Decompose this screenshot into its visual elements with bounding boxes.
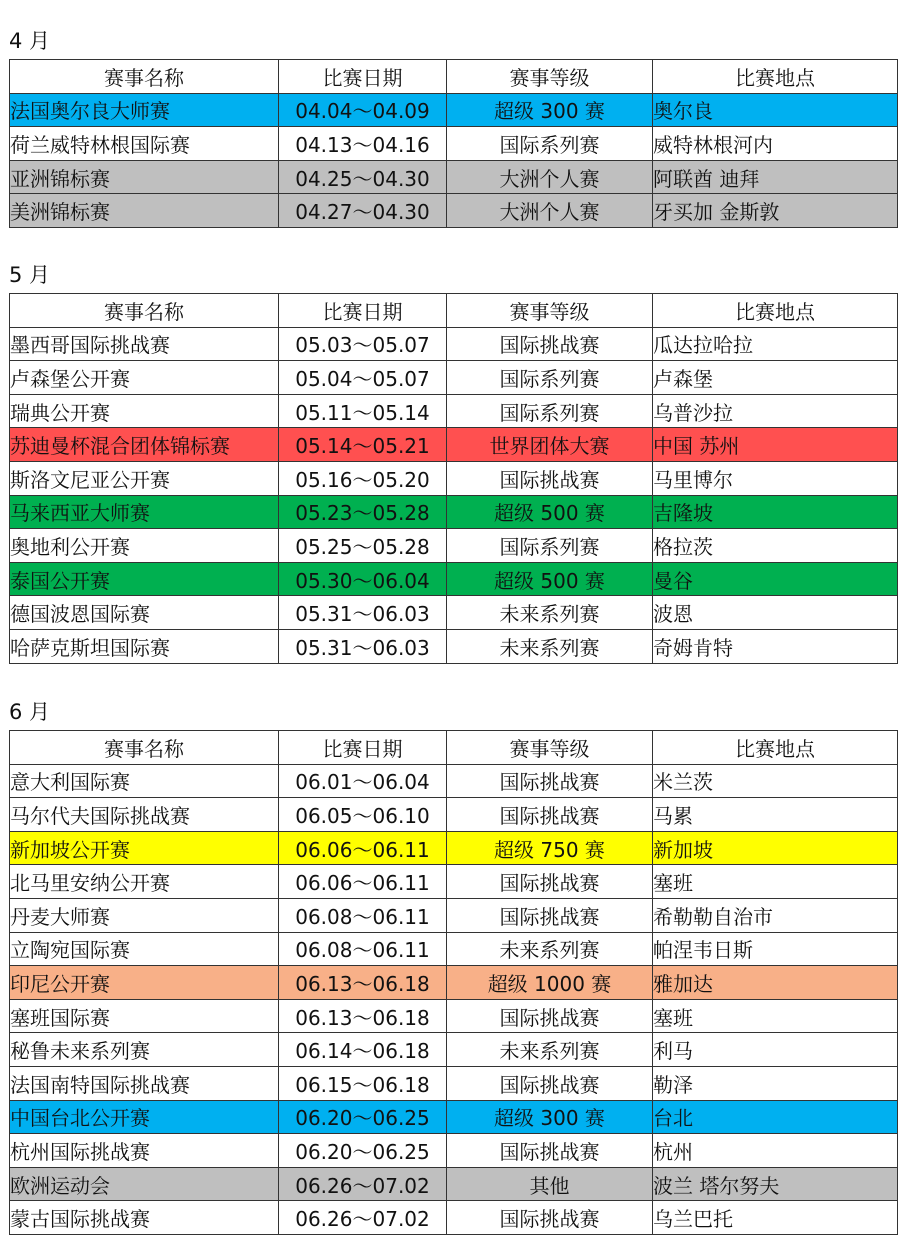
column-header: 比赛日期 <box>279 294 447 328</box>
cell-place: 瓜达拉哈拉 <box>653 327 898 361</box>
table-row <box>10 966 898 1000</box>
cell-date: 06.26～07.02 <box>279 1167 447 1201</box>
cell-place: 塞班 <box>653 999 898 1033</box>
cell-name: 德国波恩国际赛 <box>10 596 279 630</box>
cell-date: 06.20～06.25 <box>279 1134 447 1168</box>
cell-date: 06.26～07.02 <box>279 1201 447 1235</box>
column-header: 比赛日期 <box>279 60 447 94</box>
cell-date: 04.25～04.30 <box>279 160 447 194</box>
table-row <box>10 764 898 798</box>
cell-place: 利马 <box>653 1033 898 1067</box>
cell-name: 印尼公开赛 <box>10 966 279 1000</box>
cell-date: 06.20～06.25 <box>279 1100 447 1134</box>
cell-name: 苏迪曼杯混合团体锦标赛 <box>10 428 279 462</box>
table-row <box>10 1033 898 1067</box>
cell-level: 国际挑战赛 <box>447 1134 653 1168</box>
table-row <box>10 461 898 495</box>
cell-name: 北马里安纳公开赛 <box>10 865 279 899</box>
cell-name: 卢森堡公开赛 <box>10 361 279 395</box>
cell-name: 意大利国际赛 <box>10 764 279 798</box>
cell-level: 国际系列赛 <box>447 394 653 428</box>
table-header-row <box>10 294 898 328</box>
cell-level: 超级 500 赛 <box>447 495 653 529</box>
cell-name: 塞班国际赛 <box>10 999 279 1033</box>
table-row <box>10 831 898 865</box>
cell-name: 哈萨克斯坦国际赛 <box>10 629 279 663</box>
cell-level: 国际挑战赛 <box>447 898 653 932</box>
cell-level: 国际挑战赛 <box>447 1066 653 1100</box>
cell-date: 04.04～04.09 <box>279 93 447 127</box>
cell-date: 06.15～06.18 <box>279 1066 447 1100</box>
cell-date: 04.27～04.30 <box>279 194 447 228</box>
cell-name: 丹麦大师赛 <box>10 898 279 932</box>
cell-date: 05.31～06.03 <box>279 629 447 663</box>
cell-name: 瑞典公开赛 <box>10 394 279 428</box>
cell-place: 波兰 塔尔努夫 <box>653 1167 898 1201</box>
cell-date: 06.13～06.18 <box>279 999 447 1033</box>
cell-date: 06.06～06.11 <box>279 865 447 899</box>
cell-place: 格拉茨 <box>653 529 898 563</box>
column-header: 赛事名称 <box>10 731 279 765</box>
cell-date: 06.14～06.18 <box>279 1033 447 1067</box>
cell-level: 超级 300 赛 <box>447 93 653 127</box>
cell-place: 中国 苏州 <box>653 428 898 462</box>
cell-level: 其他 <box>447 1167 653 1201</box>
cell-level: 国际系列赛 <box>447 127 653 161</box>
column-header: 比赛地点 <box>653 294 898 328</box>
cell-name: 马来西亚大师赛 <box>10 495 279 529</box>
table-row <box>10 629 898 663</box>
table-row <box>10 529 898 563</box>
cell-level: 未来系列赛 <box>447 1033 653 1067</box>
cell-place: 乌兰巴托 <box>653 1201 898 1235</box>
column-header: 赛事等级 <box>447 731 653 765</box>
cell-date: 05.31～06.03 <box>279 596 447 630</box>
table-header-row <box>10 60 898 94</box>
cell-place: 吉隆坡 <box>653 495 898 529</box>
cell-place: 希勒勒自治市 <box>653 898 898 932</box>
cell-level: 未来系列赛 <box>447 932 653 966</box>
column-header: 赛事等级 <box>447 60 653 94</box>
cell-level: 超级 500 赛 <box>447 562 653 596</box>
cell-level: 国际挑战赛 <box>447 798 653 832</box>
cell-level: 国际系列赛 <box>447 529 653 563</box>
cell-level: 国际挑战赛 <box>447 1201 653 1235</box>
cell-name: 法国南特国际挑战赛 <box>10 1066 279 1100</box>
cell-date: 04.13～04.16 <box>279 127 447 161</box>
cell-date: 05.23～05.28 <box>279 495 447 529</box>
cell-level: 超级 750 赛 <box>447 831 653 865</box>
cell-place: 杭州 <box>653 1134 898 1168</box>
table-row <box>10 562 898 596</box>
cell-place: 勒泽 <box>653 1066 898 1100</box>
schedule-table <box>9 730 898 1235</box>
cell-place: 乌普沙拉 <box>653 394 898 428</box>
cell-name: 墨西哥国际挑战赛 <box>10 327 279 361</box>
table-row <box>10 428 898 462</box>
table-row <box>10 160 898 194</box>
cell-date: 05.16～05.20 <box>279 461 447 495</box>
schedule-table <box>9 293 898 664</box>
cell-name: 新加坡公开赛 <box>10 831 279 865</box>
cell-name: 荷兰威特林根国际赛 <box>10 127 279 161</box>
cell-place: 卢森堡 <box>653 361 898 395</box>
table-row <box>10 1066 898 1100</box>
cell-name: 法国奥尔良大师赛 <box>10 93 279 127</box>
cell-name: 秘鲁未来系列赛 <box>10 1033 279 1067</box>
table-row <box>10 798 898 832</box>
cell-name: 中国台北公开赛 <box>10 1100 279 1134</box>
month-title: 6 月 <box>9 700 51 724</box>
cell-place: 台北 <box>653 1100 898 1134</box>
cell-name: 美洲锦标赛 <box>10 194 279 228</box>
cell-name: 立陶宛国际赛 <box>10 932 279 966</box>
cell-date: 06.05～06.10 <box>279 798 447 832</box>
cell-name: 泰国公开赛 <box>10 562 279 596</box>
cell-date: 06.08～06.11 <box>279 932 447 966</box>
cell-place: 帕涅韦日斯 <box>653 932 898 966</box>
cell-date: 05.11～05.14 <box>279 394 447 428</box>
cell-place: 阿联酋 迪拜 <box>653 160 898 194</box>
cell-level: 国际挑战赛 <box>447 327 653 361</box>
cell-level: 国际系列赛 <box>447 361 653 395</box>
cell-date: 05.04～05.07 <box>279 361 447 395</box>
cell-level: 大洲个人赛 <box>447 160 653 194</box>
month-title: 4 月 <box>9 29 51 53</box>
table-row <box>10 1167 898 1201</box>
table-row <box>10 495 898 529</box>
cell-date: 05.30～06.04 <box>279 562 447 596</box>
cell-date: 05.03～05.07 <box>279 327 447 361</box>
table-row <box>10 194 898 228</box>
table-row <box>10 1100 898 1134</box>
cell-level: 世界团体大赛 <box>447 428 653 462</box>
cell-date: 06.13～06.18 <box>279 966 447 1000</box>
cell-place: 奇姆肯特 <box>653 629 898 663</box>
cell-level: 国际挑战赛 <box>447 764 653 798</box>
cell-place: 米兰茨 <box>653 764 898 798</box>
cell-place: 威特林根河内 <box>653 127 898 161</box>
cell-place: 曼谷 <box>653 562 898 596</box>
table-row <box>10 394 898 428</box>
cell-name: 亚洲锦标赛 <box>10 160 279 194</box>
cell-name: 欧洲运动会 <box>10 1167 279 1201</box>
cell-place: 奥尔良 <box>653 93 898 127</box>
column-header: 赛事名称 <box>10 294 279 328</box>
cell-place: 塞班 <box>653 865 898 899</box>
cell-level: 国际挑战赛 <box>447 865 653 899</box>
cell-level: 未来系列赛 <box>447 596 653 630</box>
column-header: 比赛日期 <box>279 731 447 765</box>
cell-name: 蒙古国际挑战赛 <box>10 1201 279 1235</box>
cell-place: 马累 <box>653 798 898 832</box>
cell-level: 超级 1000 赛 <box>447 966 653 1000</box>
cell-date: 05.14～05.21 <box>279 428 447 462</box>
column-header: 赛事名称 <box>10 60 279 94</box>
table-row <box>10 865 898 899</box>
cell-place: 马里博尔 <box>653 461 898 495</box>
cell-level: 超级 300 赛 <box>447 1100 653 1134</box>
cell-date: 06.06～06.11 <box>279 831 447 865</box>
table-row <box>10 127 898 161</box>
cell-level: 未来系列赛 <box>447 629 653 663</box>
table-row <box>10 327 898 361</box>
column-header: 比赛地点 <box>653 731 898 765</box>
table-row <box>10 1134 898 1168</box>
cell-name: 奥地利公开赛 <box>10 529 279 563</box>
month-title: 5 月 <box>9 263 51 287</box>
cell-name: 马尔代夫国际挑战赛 <box>10 798 279 832</box>
table-row <box>10 596 898 630</box>
cell-level: 国际挑战赛 <box>447 999 653 1033</box>
table-row <box>10 898 898 932</box>
cell-level: 国际挑战赛 <box>447 461 653 495</box>
table-row <box>10 999 898 1033</box>
column-header: 赛事等级 <box>447 294 653 328</box>
table-row <box>10 361 898 395</box>
cell-place: 雅加达 <box>653 966 898 1000</box>
cell-place: 新加坡 <box>653 831 898 865</box>
cell-name: 杭州国际挑战赛 <box>10 1134 279 1168</box>
cell-name: 斯洛文尼亚公开赛 <box>10 461 279 495</box>
cell-date: 06.08～06.11 <box>279 898 447 932</box>
cell-place: 波恩 <box>653 596 898 630</box>
cell-place: 牙买加 金斯敦 <box>653 194 898 228</box>
table-row <box>10 93 898 127</box>
cell-level: 大洲个人赛 <box>447 194 653 228</box>
cell-date: 05.25～05.28 <box>279 529 447 563</box>
schedule-table <box>9 59 898 228</box>
column-header: 比赛地点 <box>653 60 898 94</box>
table-row <box>10 932 898 966</box>
table-row <box>10 1201 898 1235</box>
table-header-row <box>10 731 898 765</box>
cell-date: 06.01～06.04 <box>279 764 447 798</box>
